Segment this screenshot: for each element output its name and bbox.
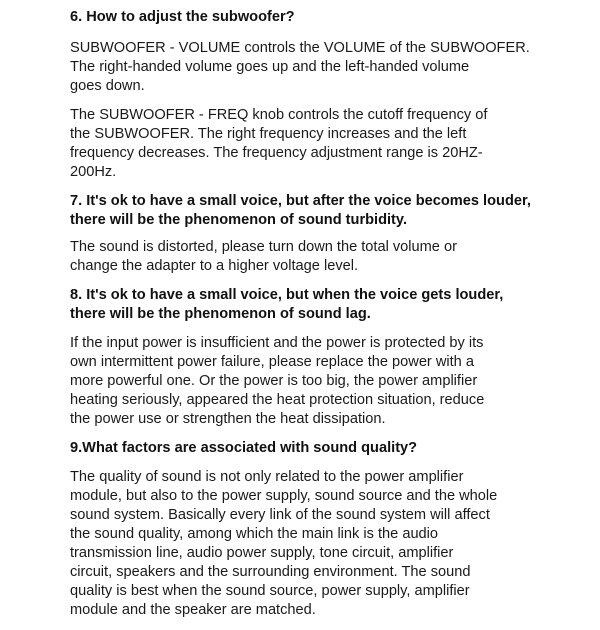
section-heading [70, 8, 590, 27]
text-line: module and the speaker are matched. [70, 602, 316, 618]
section-sound-turbidity [70, 192, 590, 276]
text-line: frequency decreases. The frequency adjustment range is 20HZ- [70, 145, 483, 161]
paragraph [70, 106, 590, 182]
text-line: The sound is distorted, please turn down the total volume or [70, 239, 457, 255]
text-line: 200Hz. [70, 164, 117, 180]
text-line: circuit, speakers and the surrounding environment. The sound [70, 564, 471, 580]
text-line: own intermittent power failure, please replace the power with a [70, 354, 474, 370]
document-page [70, 8, 590, 630]
heading-line: 7. It's ok to have a small voice, but after the voice becomes louder, [70, 193, 531, 209]
heading-line: 6. How to adjust the subwoofer? [70, 9, 295, 25]
section-subwoofer-adjust [70, 8, 590, 182]
text-line: The SUBWOOFER - FREQ knob controls the cutoff frequency of [70, 107, 488, 123]
section-heading [70, 192, 590, 230]
text-line: The quality of sound is not only related to the power amplifier [70, 469, 464, 485]
paragraph [70, 238, 590, 276]
heading-line: 8. It's ok to have a small voice, but when the voice gets louder, [70, 287, 504, 303]
text-line: quality is best when the sound source, power supply, amplifier [70, 583, 470, 599]
text-line: If the input power is insufficient and the power is protected by its [70, 335, 484, 351]
text-line: module, but also to the power supply, sound source and the whole [70, 488, 498, 504]
section-heading [70, 439, 590, 458]
paragraph [70, 334, 590, 429]
text-line: the SUBWOOFER. The right frequency increases and the left [70, 126, 467, 142]
text-line: heating seriously, appeared the heat protection situation, reduce [70, 392, 485, 408]
text-line: more powerful one. Or the power is too big, the power amplifier [70, 373, 478, 389]
text-line: change the adapter to a higher voltage level. [70, 258, 359, 274]
heading-line: there will be the phenomenon of sound turbidity. [70, 212, 408, 228]
text-line: The right-handed volume goes up and the left-handed volume [70, 59, 470, 75]
section-sound-quality [70, 439, 590, 620]
text-line: goes down. [70, 78, 145, 94]
section-sound-lag [70, 286, 590, 429]
paragraph [70, 39, 590, 96]
section-heading [70, 286, 590, 324]
paragraph [70, 468, 590, 620]
text-line: sound system. Basically every link of the sound system will affect [70, 507, 490, 523]
heading-line: there will be the phenomenon of sound lag. [70, 306, 371, 322]
text-line: the power use or strengthen the heat dissipation. [70, 411, 386, 427]
text-line: the sound quality, among which the main link is the audio [70, 526, 439, 542]
heading-line: 9.What factors are associated with sound quality? [70, 440, 418, 456]
text-line: transmission line, audio power supply, tone circuit, amplifier [70, 545, 454, 561]
text-line: SUBWOOFER - VOLUME controls the VOLUME of the SUBWOOFER. [70, 40, 530, 56]
